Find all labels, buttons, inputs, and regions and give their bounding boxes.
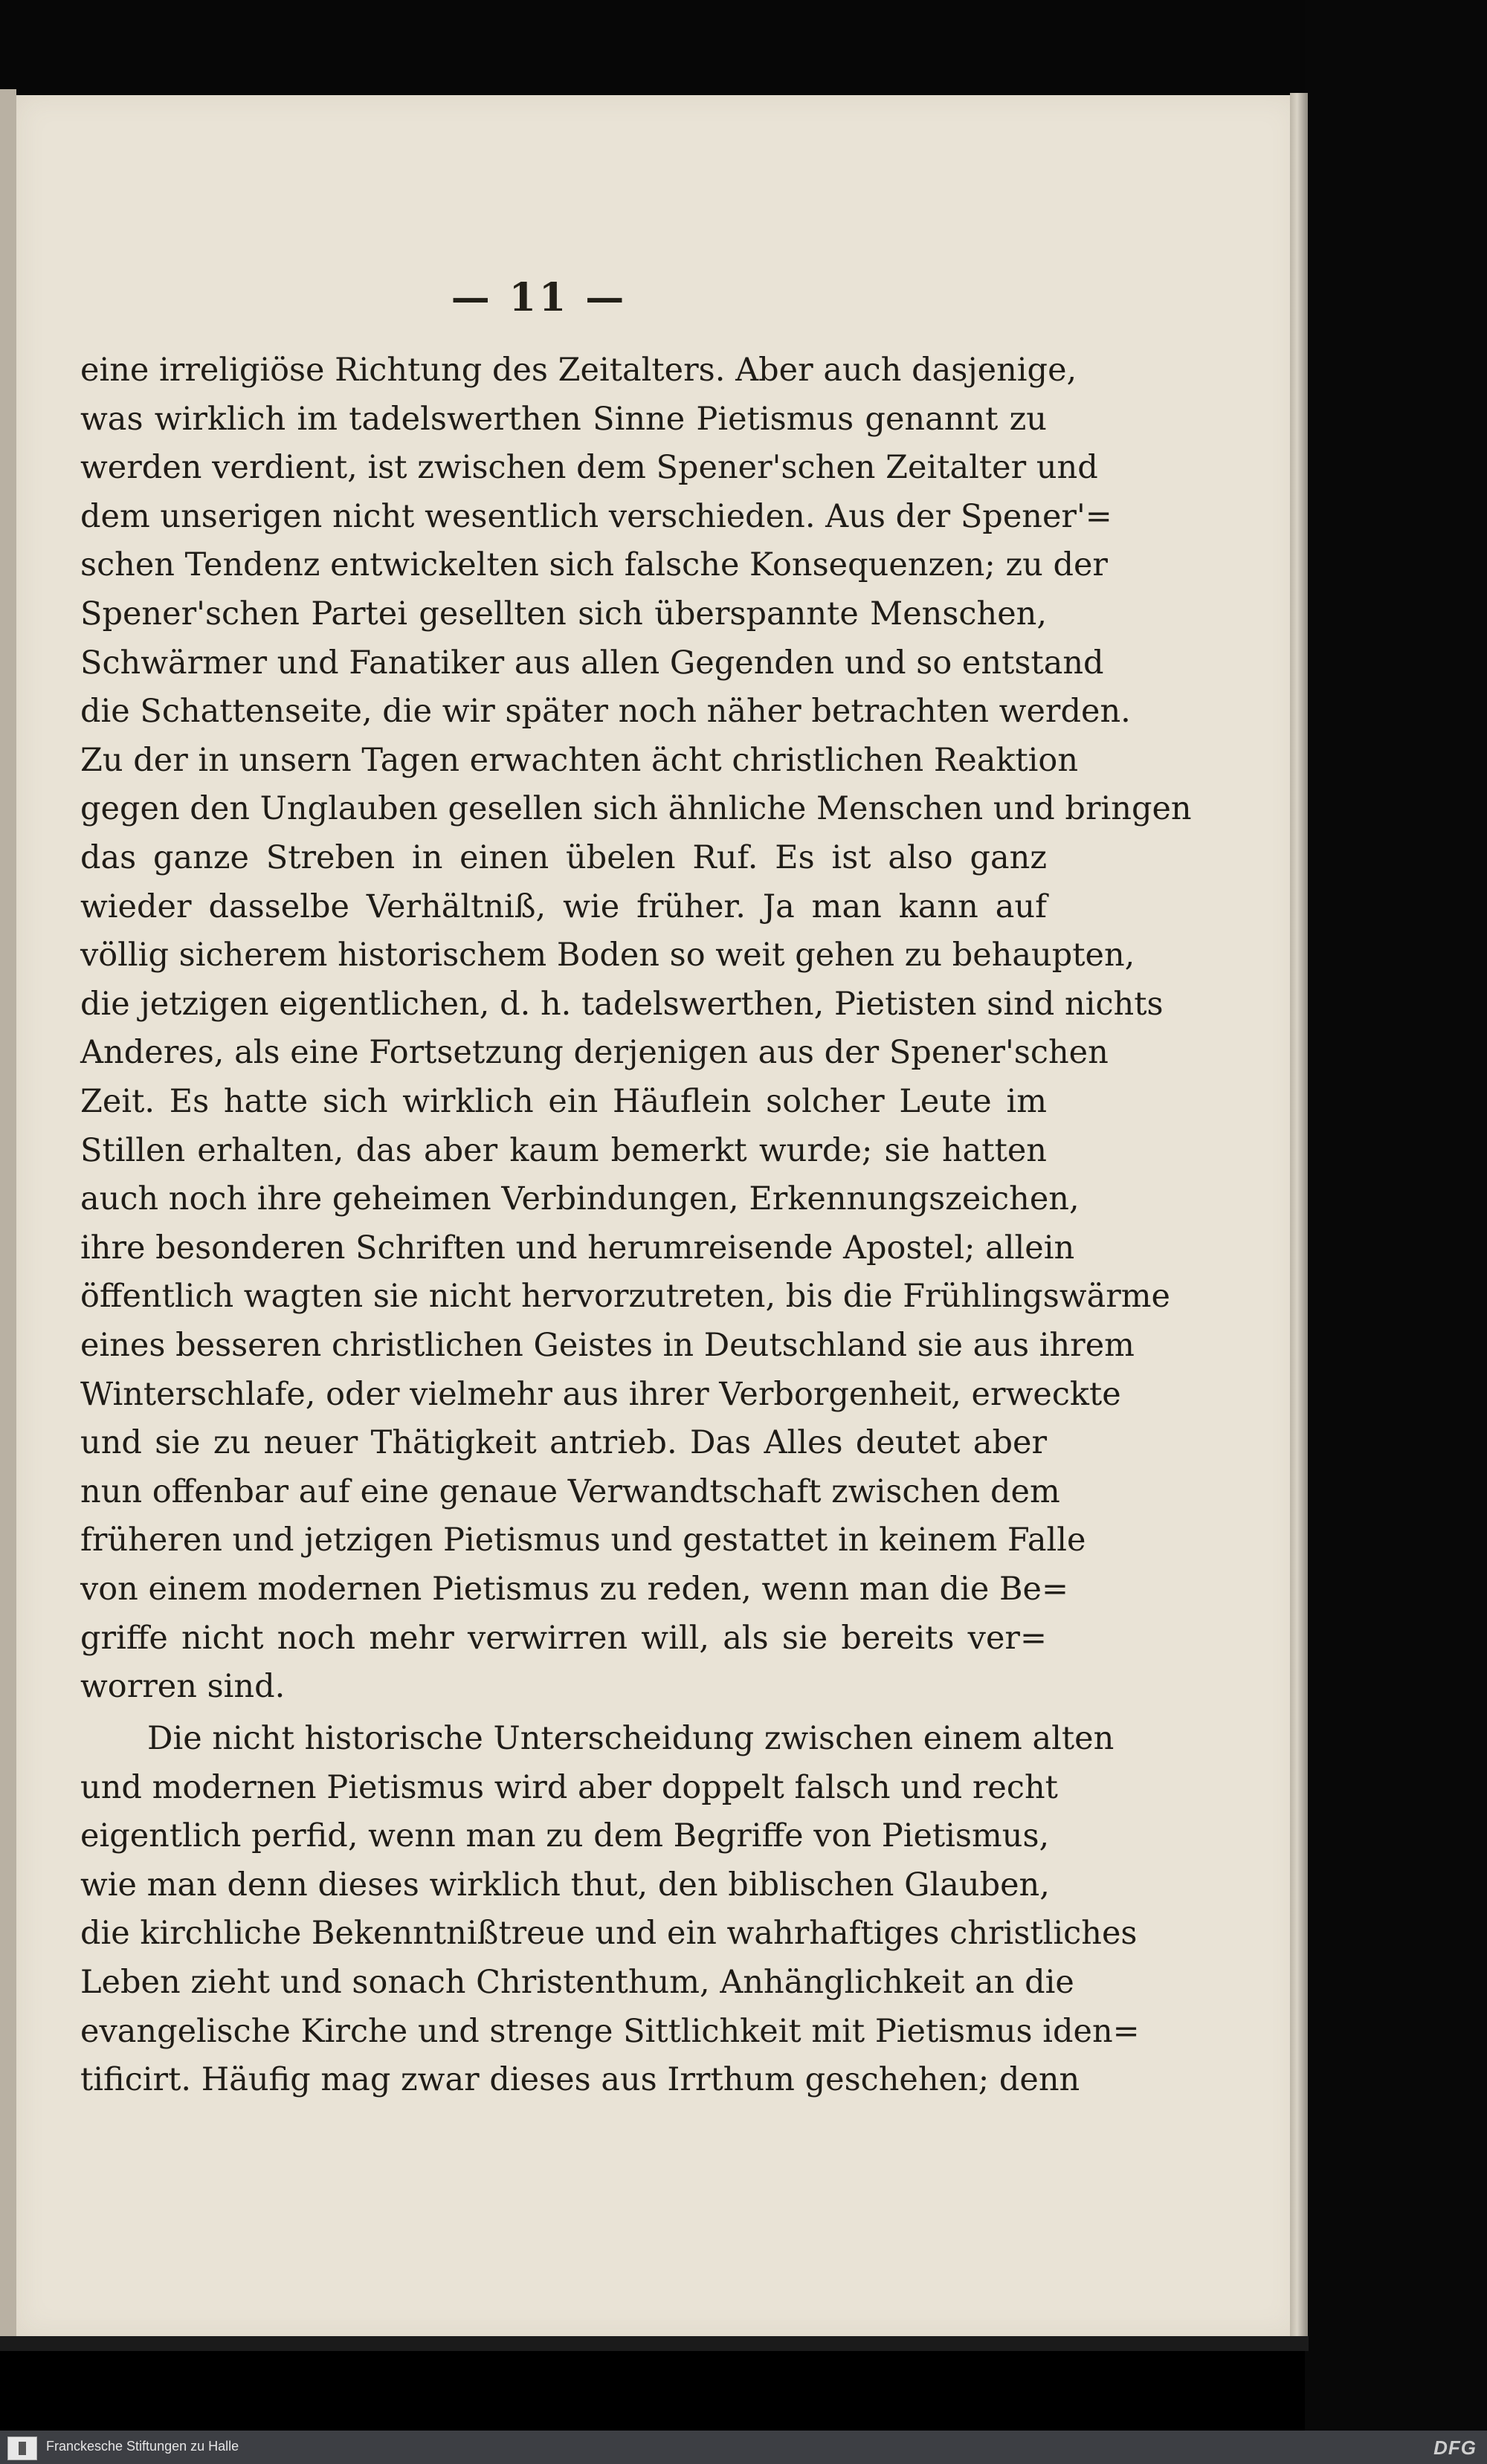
text-line: Schwärmer und Fanatiker aus allen Gegenden und so entstand (80, 644, 1104, 682)
text-line: worren sind. (80, 1668, 286, 1706)
viewer-footer (0, 2431, 1487, 2464)
text-line: Leben zieht und sonach Christenthum, Anhänglichkeit an die (80, 1964, 1074, 2001)
text-line: evangelische Kirche und strenge Sittlichkeit mit Pietismus iden= (80, 2012, 1140, 2050)
funder-logo[interactable]: DFG (1433, 2436, 1477, 2459)
text-line: eines besseren christlichen Geistes in Deutschland sie aus ihrem (80, 1327, 1135, 1364)
text-line: die kirchliche Bekenntnißtreue und ein wahrhaftiges christliches (80, 1915, 1138, 1953)
text-line: wie man denn dieses wirklich thut, den biblischen Glauben, (80, 1866, 1050, 1904)
text-line: öffentlich wagten sie nicht hervorzutreten, bis die Frühlingswärme (80, 1278, 1170, 1316)
page-shadow (0, 2336, 1309, 2351)
text-line: die jetzigen eigentlichen, d. h. tadelswerthen, Pietisten sind nichts (80, 985, 1164, 1023)
text-line: griffe nicht noch mehr verwirren will, als sie bereits ver= (80, 1619, 1047, 1657)
text-line: Winterschlafe, oder vielmehr aus ihrer Verborgenheit, erweckte (80, 1375, 1121, 1413)
text-line: und modernen Pietismus wird aber doppelt falsch und recht (80, 1768, 1058, 1806)
text-line: was wirklich im tadelswerthen Sinne Pietismus genannt zu (80, 400, 1047, 438)
text-line: gegen den Unglauben gesellen sich ähnliche Menschen und bringen (80, 790, 1192, 828)
scan-background (0, 0, 1487, 97)
text-line: Stillen erhalten, das aber kaum bemerkt wurde; sie hatten (80, 1131, 1047, 1169)
text-line: und sie zu neuer Thätigkeit antrieb. Das Alles deutet aber (80, 1424, 1047, 1462)
page-edge (1290, 93, 1308, 2338)
text-line: früheren und jetzigen Pietismus und gestattet in keinem Falle (80, 1522, 1086, 1559)
text-line: tificirt. Häufig mag zwar dieses aus Irrthum geschehen; denn (80, 2061, 1080, 2099)
text-line: schen Tendenz entwickelten sich falsche Konsequenzen; zu der (80, 546, 1108, 584)
text-line: Zu der in unsern Tagen erwachten ächt christlichen Reaktion (80, 741, 1079, 779)
text-line: eine irreligiöse Richtung des Zeitalters. Aber auch dasjenige, (80, 352, 1077, 389)
text-line: wieder dasselbe Verhältniß, wie früher. Ja man kann auf (80, 887, 1047, 925)
text-line: werden verdient, ist zwischen dem Spener'schen Zeitalter und (80, 449, 1098, 487)
text-line: Die nicht historische Unterscheidung zwischen einem alten (147, 1720, 1115, 1757)
institution-logo-icon[interactable] (7, 2436, 37, 2460)
text-line: Zeit. Es hatte sich wirklich ein Häuflein solcher Leute im (80, 1083, 1047, 1120)
text-line: das ganze Streben in einen übelen Ruf. Es ist also ganz (80, 839, 1047, 876)
page-number: — 11 — (451, 275, 628, 320)
text-line: die Schattenseite, die wir später noch näher betrachten werden. (80, 693, 1131, 731)
institution-name[interactable]: Franckesche Stiftungen zu Halle (46, 2439, 239, 2454)
text-line: nun offenbar auf eine genaue Verwandtschaft zwischen dem (80, 1472, 1060, 1510)
text-line: auch noch ihre geheimen Verbindungen, Erkennungszeichen, (80, 1180, 1080, 1218)
text-line: von einem modernen Pietismus zu reden, wenn man die Be= (80, 1571, 1069, 1608)
text-line: Anderes, als eine Fortsetzung derjenigen aus der Spener'schen (80, 1034, 1109, 1072)
text-line: Spener'schen Partei gesellten sich überspannte Menschen, (80, 595, 1047, 633)
text-line: eigentlich perfid, wenn man zu dem Begriffe von Pietismus, (80, 1817, 1050, 1855)
scan-background-right (1305, 0, 1487, 2464)
text-line: ihre besonderen Schriften und herumreisende Apostel; allein (80, 1229, 1075, 1267)
previous-page-edge (0, 89, 16, 2341)
text-line: dem unserigen nicht wesentlich verschieden. Aus der Spener'= (80, 497, 1112, 535)
text-line: völlig sicherem historischem Boden so weit gehen zu behaupten, (80, 937, 1135, 974)
